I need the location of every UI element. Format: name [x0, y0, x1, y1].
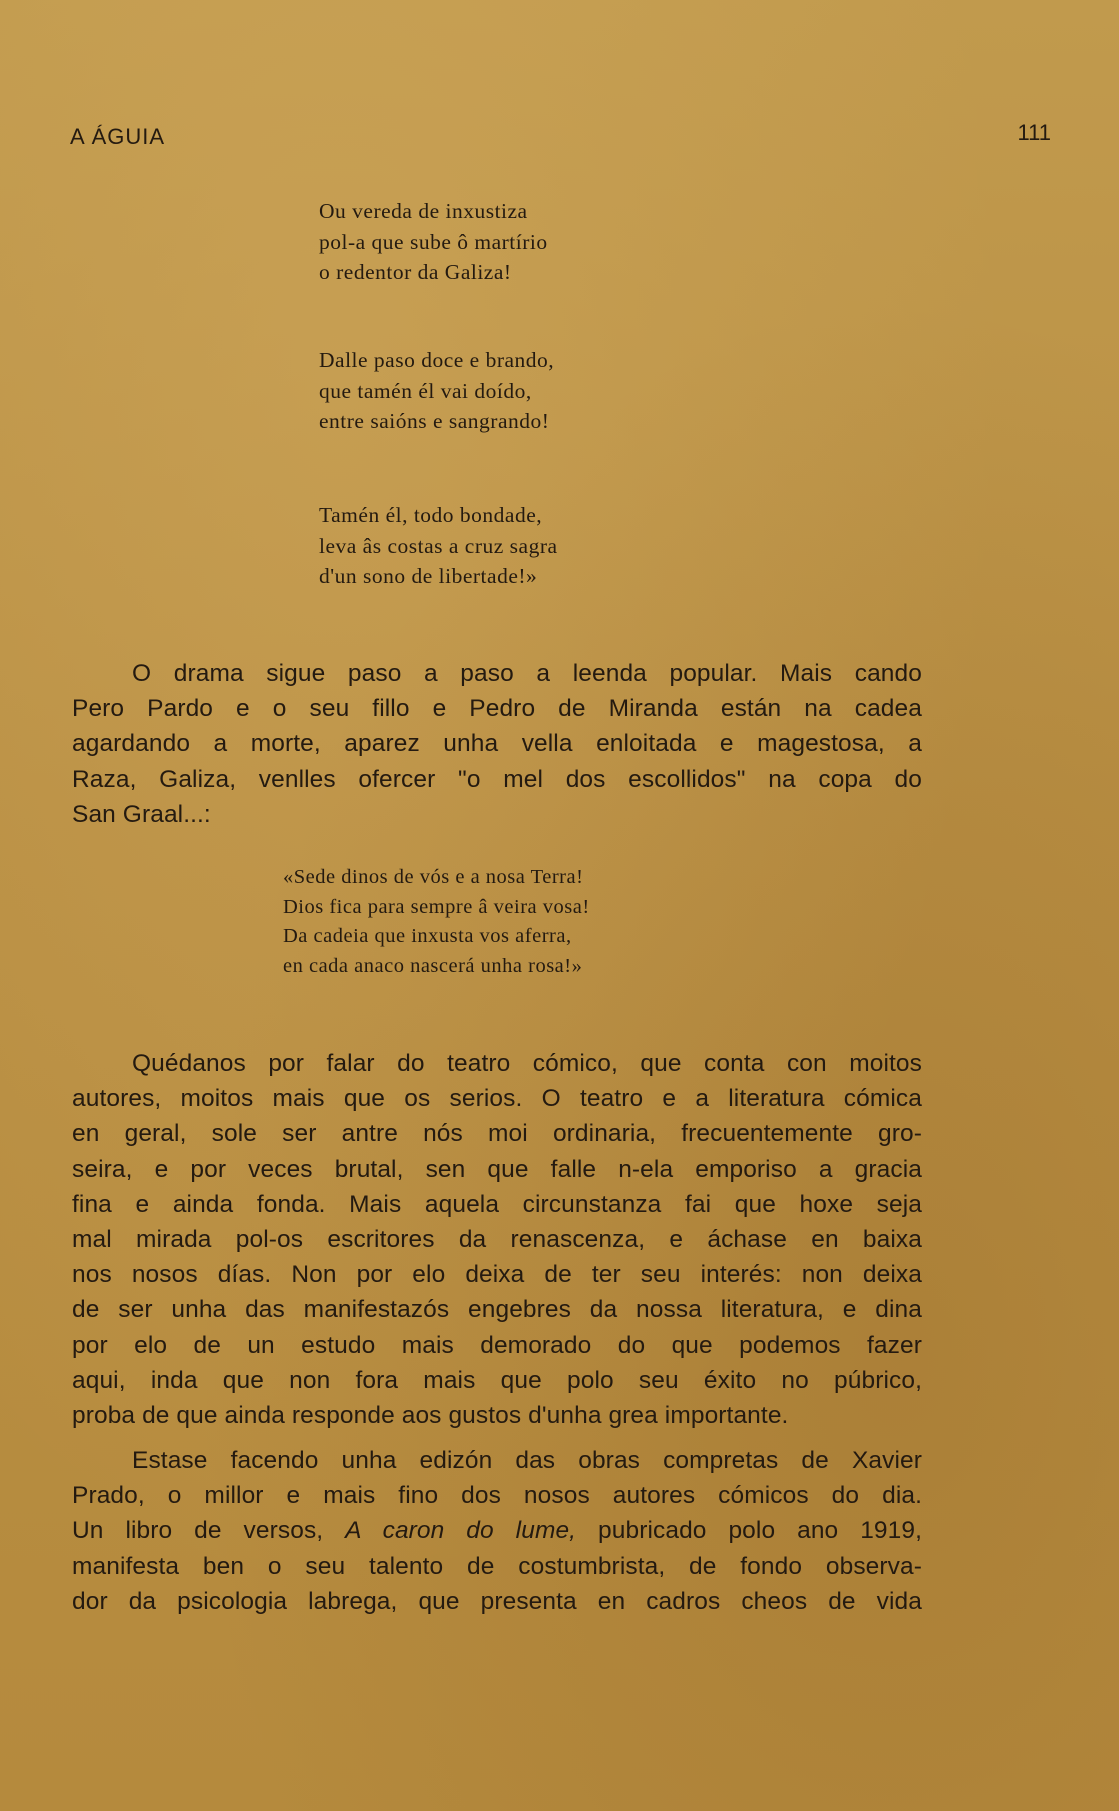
text-line: nos nosos días. Non por elo deixa de ter seu interés: non deixa	[72, 1261, 922, 1289]
verse-line: pol-a que sube ô martírio	[319, 229, 548, 254]
text-line: O drama sigue paso a paso a leenda popular. Mais cando	[132, 660, 922, 687]
text-line: autores, moitos mais que os serios. O teatro e a literatura cómica	[72, 1085, 922, 1113]
page-number: 111	[1017, 120, 1051, 145]
verse-line: d'un sono de libertade!»	[319, 564, 538, 588]
verse-line: leva âs costas a cruz sagra	[319, 533, 558, 558]
paragraph-xavier-prado	[72, 1443, 922, 1619]
text-line: en geral, sole ser antre nós moi ordinaria, frecuentemente gro-	[72, 1120, 922, 1148]
poem-stanza-1	[319, 196, 548, 288]
poem-stanza-3	[319, 500, 558, 592]
text-line-with-title	[72, 1513, 922, 1548]
text-line: San Graal...:	[72, 800, 211, 828]
book-title: A caron do lume,	[345, 1517, 577, 1545]
paragraph-drama	[72, 656, 922, 832]
text-line: por elo de un estudo mais demorado do que podemos fazer	[72, 1331, 922, 1359]
text-line: mal mirada pol-os escritores da renascenza, e áchase en baixa	[72, 1226, 922, 1254]
text-fragment: pubricado polo ano 1919,	[576, 1517, 923, 1545]
text-line: Estase facendo unha edizón das obras compretas de Xavier	[132, 1447, 922, 1474]
text-line: manifesta ben o seu talento de costumbrista, de fondo observa-	[72, 1552, 922, 1580]
poem-stanza-2	[319, 345, 554, 437]
text-line: seira, e por veces brutal, sen que falle n-ela emporiso a gracia	[72, 1155, 922, 1183]
verse-line: Da cadeia que inxusta vos aferra,	[283, 925, 572, 947]
paragraph-teatro-comico	[72, 1046, 922, 1433]
poem-stanza-raza	[283, 863, 590, 981]
text-line: dor da psicologia labrega, que presenta en cadros cheos de vida	[72, 1587, 922, 1615]
verse-line: que tamén él vai doído,	[319, 378, 532, 403]
text-line: Raza, Galiza, venlles ofercer "o mel dos escollidos" na copa do	[72, 765, 922, 793]
verse-line: «Sede dinos de vós e a nosa Terra!	[283, 866, 584, 888]
verse-line: Ou vereda de inxustiza	[319, 199, 528, 223]
verse-line: Tamén él, todo bondade,	[319, 503, 543, 527]
verse-line: Dalle paso doce e brando,	[319, 348, 555, 372]
text-line: Quédanos por falar do teatro cómico, que conta con moitos	[132, 1050, 922, 1077]
text-fragment: Un libro de versos,	[72, 1517, 346, 1545]
verse-line: o redentor da Galiza!	[319, 260, 512, 284]
text-line: agardando a morte, aparez unha vella enloitada e magestosa, a	[72, 730, 922, 758]
running-head: A ÁGUIA	[70, 124, 166, 149]
text-line: Pero Pardo e o seu fillo e Pedro de Miranda están na cadea	[72, 695, 922, 723]
page-header	[70, 120, 1051, 152]
verse-line: en cada anaco nascerá unha rosa!»	[283, 954, 583, 977]
text-line: Prado, o millor e mais fino dos nosos autores cómicos do dia.	[72, 1482, 922, 1510]
text-line: de ser unha das manifestazós engebres da nossa literatura, e dina	[72, 1296, 922, 1324]
text-line: proba de que ainda responde aos gustos d'unha grea importante.	[72, 1402, 789, 1430]
verse-line: entre saións e sangrando!	[319, 409, 550, 433]
text-line: aqui, inda que non fora mais que polo seu éxito no púbrico,	[72, 1366, 922, 1394]
verse-line: Dios fica para sempre â veira vosa!	[283, 895, 590, 918]
text-line: fina e ainda fonda. Mais aquela circunstanza fai que hoxe seja	[72, 1190, 922, 1218]
